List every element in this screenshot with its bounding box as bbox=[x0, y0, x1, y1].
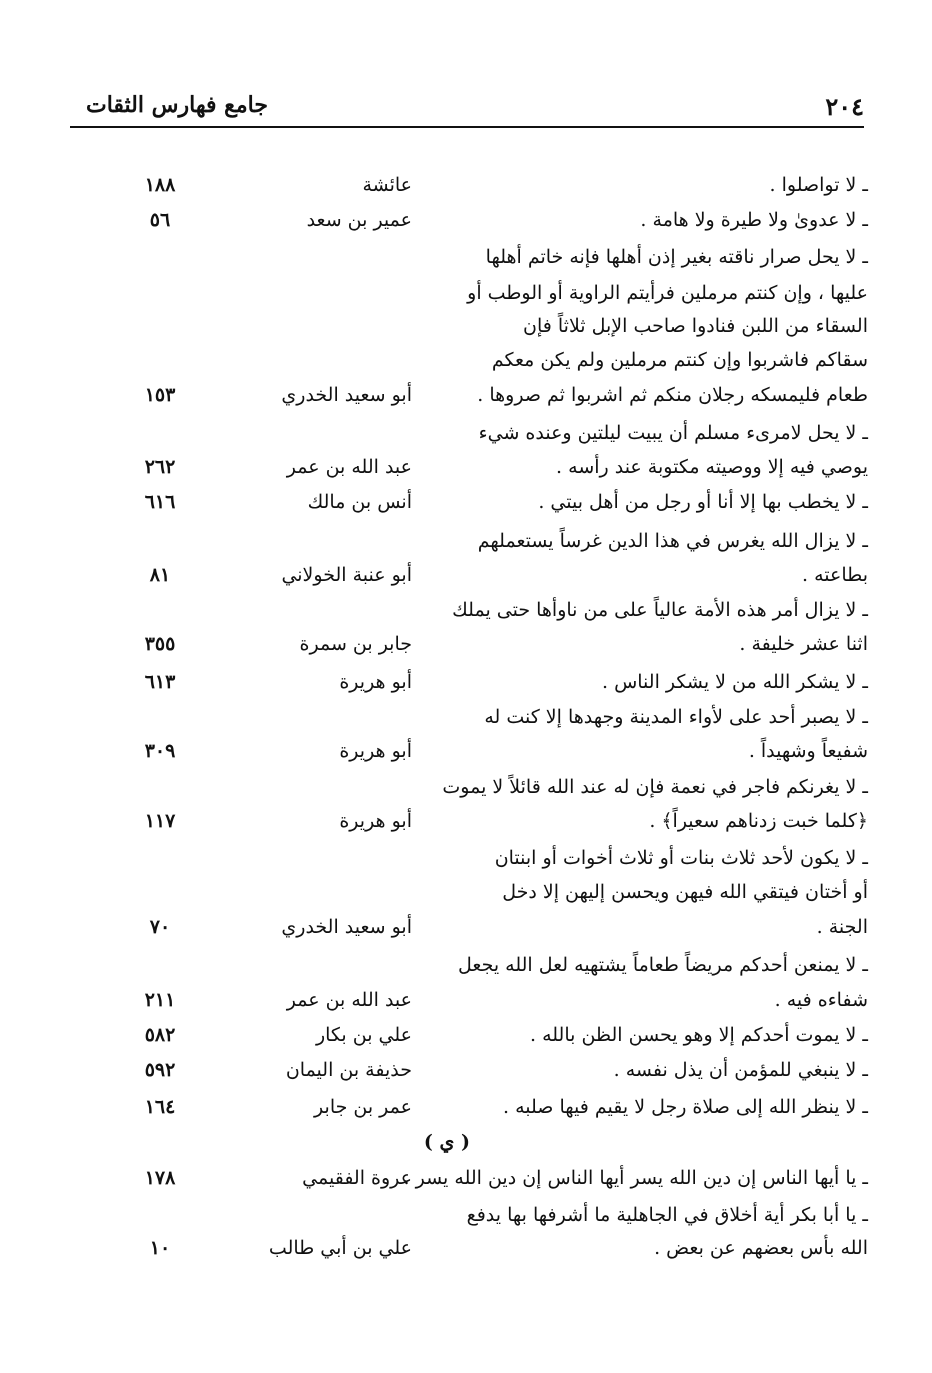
narrator: جابر بن سمرة bbox=[299, 633, 412, 655]
hadith-text: الله بأس بعضهم عن بعض . bbox=[654, 1237, 868, 1259]
section-letter: ( ي ) bbox=[423, 1131, 470, 1153]
hadith-text: عليها ، وإن كنتم مرملين فرأيتم الراوية أو الوطب أو bbox=[467, 282, 868, 304]
narrator: أبو هريرة bbox=[339, 671, 412, 693]
reference-number: ١٠ bbox=[149, 1237, 171, 1259]
hadith-text: ـ لا يصبر أحد على لأواء المدينة وجهدها إلا كنت له bbox=[484, 706, 868, 728]
narrator: علي بن بكار bbox=[315, 1024, 412, 1046]
hadith-text: ـ لا يمنعن أحدكم مريضاً طعاماً يشتهيه لعل الله يجعل bbox=[458, 954, 868, 976]
hadith-text: طعام فليمسكه رجلان منكم ثم اشربوا ثم صروها . bbox=[477, 384, 868, 406]
hadith-text: ـ لا ينبغي للمؤمن أن يذل نفسه . bbox=[613, 1059, 868, 1081]
narrator: علي بن أبي طالب bbox=[268, 1237, 412, 1259]
hadith-text: ـ لا يموت أحدكم إلا وهو يحسن الظن بالله . bbox=[529, 1024, 868, 1046]
narrator: حذيفة بن اليمان bbox=[285, 1059, 412, 1081]
reference-number: ١٨٨ bbox=[144, 174, 176, 196]
reference-number: ٨١ bbox=[149, 564, 171, 586]
hadith-text: ـ لا يحل لامرىء مسلم أن يبيت ليلتين وعنده شيء bbox=[478, 422, 868, 444]
reference-number: ١١٧ bbox=[144, 810, 176, 832]
narrator: أبو سعيد الخدري bbox=[281, 916, 412, 938]
narrator: أبو عنبة الخولاني bbox=[281, 564, 412, 586]
reference-number: ٣٠٩ bbox=[144, 740, 176, 762]
reference-number: ٢٦٢ bbox=[144, 456, 176, 478]
reference-number: ٧٠ bbox=[149, 916, 171, 938]
narrator: أبو هريرة bbox=[339, 810, 412, 832]
hadith-text: الجنة . bbox=[816, 916, 868, 938]
reference-number: ٦١٦ bbox=[144, 491, 176, 513]
hadith-text: ـ لا عدوىٰ ولا طيرة ولا هامة . bbox=[640, 209, 868, 231]
narrator: عمر بن جابر bbox=[314, 1096, 412, 1118]
reference-number: ٢١١ bbox=[144, 989, 176, 1011]
hadith-text: ـ لا يخطب بها إلا أنا أو رجل من أهل بيتي . bbox=[538, 491, 868, 513]
hadith-text: ـ لا يزال الله يغرس في هذا الدين غرساً يستعملهم bbox=[477, 530, 868, 552]
hadith-text: ـ لا يشكر الله من لا يشكر الناس . bbox=[602, 671, 868, 693]
narrator: عبد الله بن عمر bbox=[286, 456, 412, 478]
hadith-text: ـ لا يزال أمر هذه الأمة عالياً على من ناوأها حتى يملك bbox=[452, 599, 868, 621]
reference-number: ٣٥٥ bbox=[144, 633, 176, 655]
narrator: عروة الفقيمي bbox=[302, 1167, 412, 1189]
hadith-text: ـ يا أيها الناس إن دين الله يسر أيها الناس إن دين الله يسر . bbox=[403, 1167, 868, 1189]
hadith-text: ﴿كلما خبت زدناهم سعيراً﴾ . bbox=[649, 810, 868, 832]
hadith-text: ـ يا أبا بكر أية أخلاق في الجاهلية ما أشرفها بها يدفع bbox=[466, 1204, 868, 1226]
hadith-text: ـ لا ينظر الله إلى صلاة رجل لا يقيم فيها صلبه . bbox=[503, 1096, 868, 1118]
reference-number: ٥٦ bbox=[149, 209, 171, 231]
narrator: عمير بن سعد bbox=[306, 209, 412, 231]
hadith-text: ـ لا تواصلوا . bbox=[769, 174, 868, 196]
hadith-text: السقاء من اللبن فنادوا صاحب الإبل ثلاثاً فإن bbox=[523, 315, 868, 337]
narrator: أبو هريرة bbox=[339, 740, 412, 762]
narrator: عائشة bbox=[362, 174, 412, 196]
hadith-text: ـ لا يحل صرار ناقته بغير إذن أهلها فإنه خاتم أهلها bbox=[485, 246, 868, 268]
reference-number: ١٦٤ bbox=[144, 1096, 176, 1118]
reference-number: ١٧٨ bbox=[144, 1167, 176, 1189]
hadith-text: سقاكم فاشربوا وإن كنتم مرملين ولم يكن معكم bbox=[491, 349, 868, 371]
hadith-text: اثنا عشر خليفة . bbox=[739, 633, 868, 655]
narrator: أنس بن مالك bbox=[307, 491, 412, 513]
hadith-text: شفيعاً وشهيداً . bbox=[748, 740, 868, 762]
page-number: ٢٠٤ bbox=[825, 92, 864, 121]
reference-number: ٥٨٢ bbox=[144, 1024, 176, 1046]
hadith-text: أو أختان فيتقي الله فيهن ويحسن إليهن إلا دخل bbox=[502, 881, 868, 903]
hadith-text: شفاءه فيه . bbox=[774, 989, 868, 1011]
reference-number: ٦١٣ bbox=[144, 671, 176, 693]
hadith-text: يوصي فيه إلا ووصيته مكتوبة عند رأسه . bbox=[556, 456, 868, 478]
reference-number: ٥٩٢ bbox=[144, 1059, 176, 1081]
hadith-text: بطاعته . bbox=[802, 564, 868, 586]
narrator: عبد الله بن عمر bbox=[286, 989, 412, 1011]
hadith-text: ـ لا يغرنكم فاجر في نعمة فإن له عند الله قائلاً لا يموت bbox=[442, 776, 868, 798]
hadith-text: ـ لا يكون لأحد ثلاث بنات أو ثلاث أخوات أو ابنتان bbox=[494, 847, 868, 869]
narrator: أبو سعيد الخدري bbox=[281, 384, 412, 406]
page-title: جامع فهارس الثقات bbox=[86, 92, 268, 118]
reference-number: ١٥٣ bbox=[144, 384, 176, 406]
